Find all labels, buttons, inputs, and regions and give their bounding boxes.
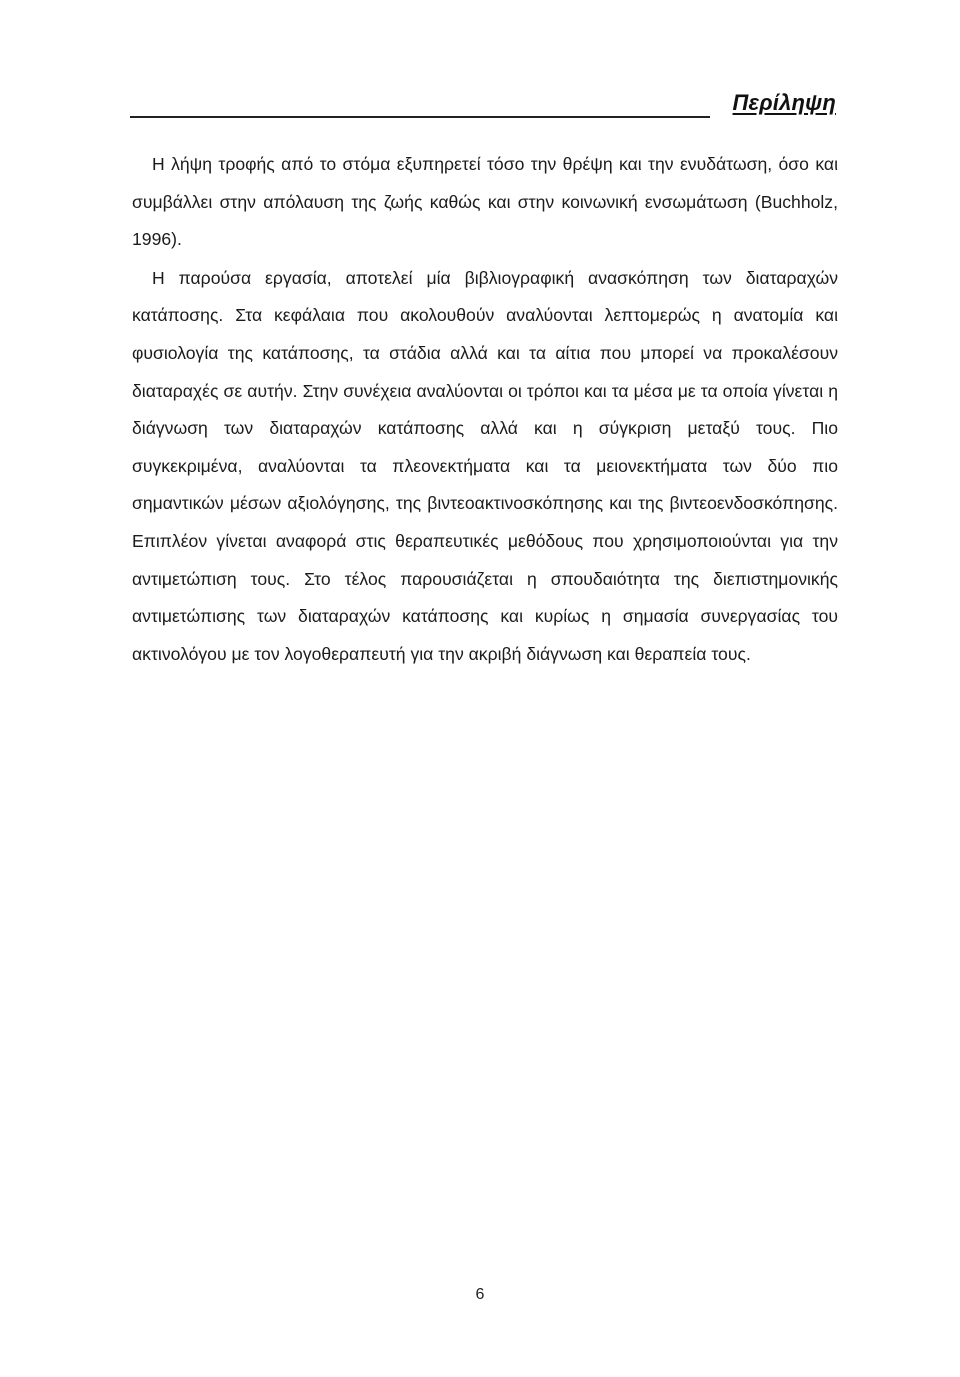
- body-text: [132, 146, 838, 673]
- header-rule: [130, 116, 710, 118]
- section-title: Περίληψη: [732, 90, 836, 115]
- paragraph-summary: Η παρούσα εργασία, αποτελεί μία βιβλιογραφική ανασκόπηση των διαταραχών κατάποσης. Στα κεφάλαια που ακολουθούν αναλύονται λεπτομερώς η ανατομία και φυσιολογία της κατάποσης, τα στάδια αλλά και τα αίτια που μπορεί να προκαλέσουν διαταραχές σε αυτήν. Στην συνέχεια αναλύονται οι τρόποι και τα μέσα με τα οποία γίνεται η διάγνωση των διαταραχών κατάποσης αλλά και η σύγκριση μεταξύ τους. Πιο συγκεκριμένα, αναλύονται τα πλεονεκτήματα και τα μειονεκτήματα των δύο πιο σημαντικών μέσων αξιολόγησης, της βιντεοακτινοσκόπησης και της βιντεοενδοσκόπησης. Επιπλέον γίνεται αναφορά στις θεραπευτικές μεθόδους που χρησιμοποιούνται για την αντιμετώπιση τους. Στο τέλος παρουσιάζεται η σπουδαιότητα της διεπιστημονικής αντιμετώπισης των διαταραχών κατάποσης και κυρίως η σημασία συνεργασίας του ακτινολόγου με τον λογοθεραπευτή για την ακριβή διάγνωση και θεραπεία τους.: [132, 267, 838, 664]
- page-number: 6: [475, 1286, 485, 1303]
- page-header: [130, 86, 838, 122]
- paragraph-intro: Η λήψη τροφής από το στόμα εξυπηρετεί τόσο την θρέψη και την ενυδάτωση, όσο και συμβάλλει στην απόλαυση της ζωής καθώς και στην κοινωνική ενσωμάτωση (Buchholz, 1996).: [132, 154, 838, 250]
